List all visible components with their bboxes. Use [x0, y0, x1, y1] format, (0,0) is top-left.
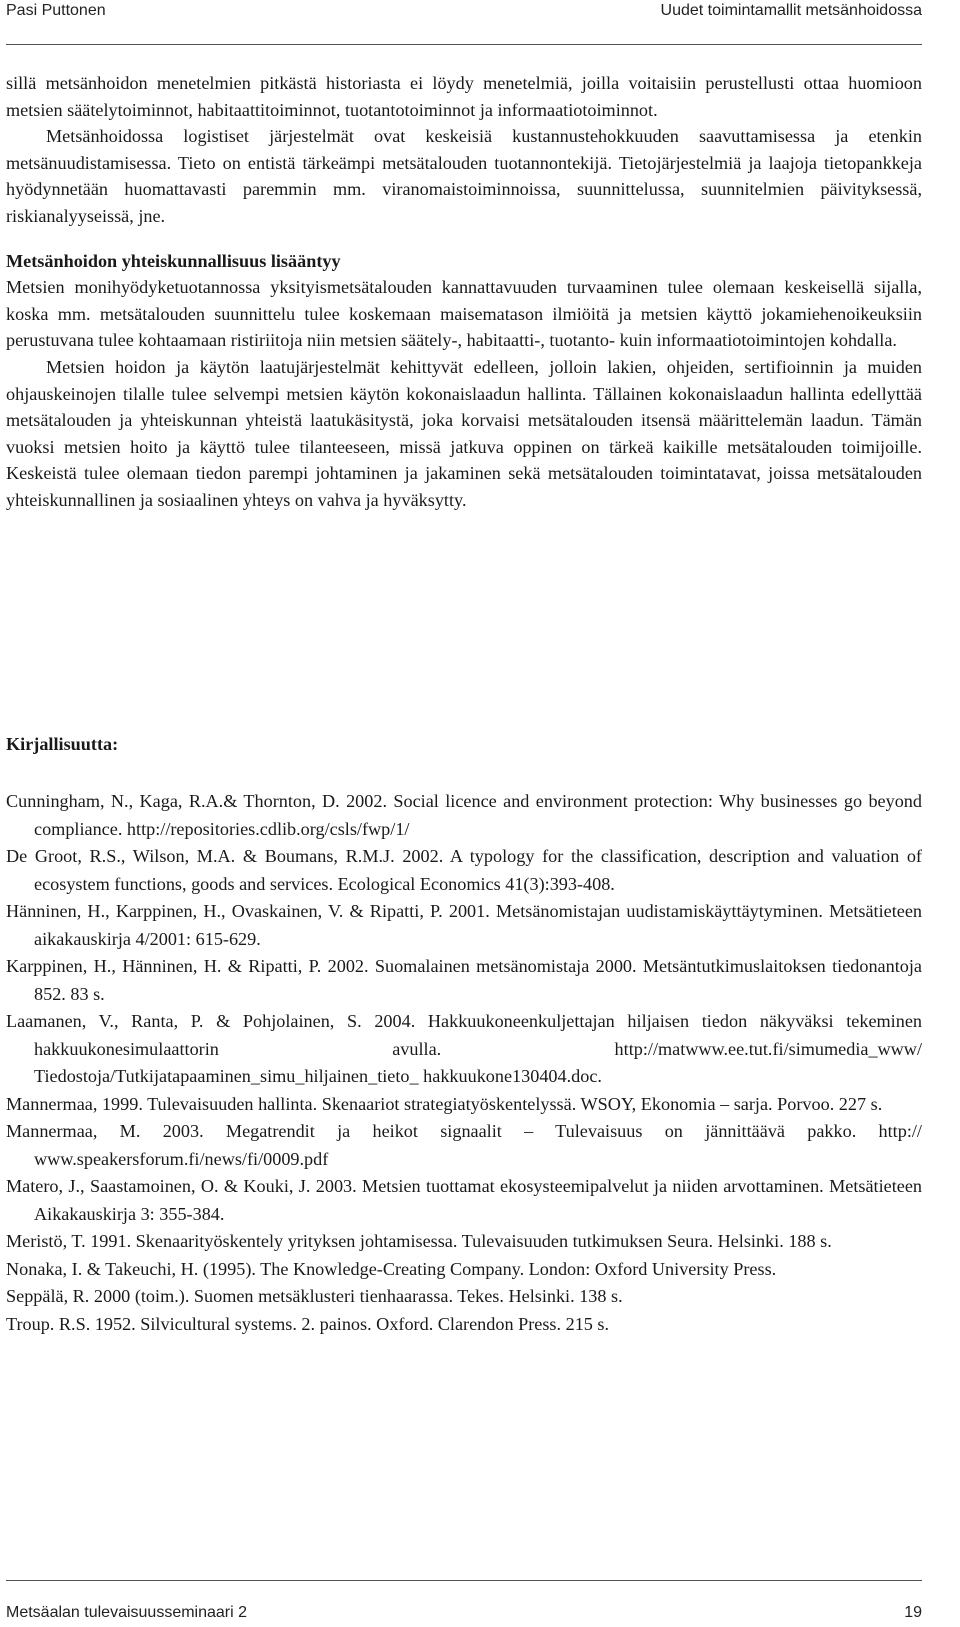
footer-title: Metsäalan tulevaisuusseminaari 2 — [6, 1604, 248, 1621]
references-list — [6, 788, 922, 1338]
section-heading: Metsänhoidon yhteiskunnallisuus lisääntyy — [6, 250, 341, 271]
reference-item: Hänninen, H., Karppinen, H., Ovaskainen, V. & Ripatti, P. 2001. Metsänomistajan uudistamiskäyttäytyminen. Metsätieteen aikakauskirja 4/2001: 615-629. — [6, 901, 922, 949]
reference-item: Mannermaa, 1999. Tulevaisuuden hallinta. Skenaariot strategiatyöskentelyssä. WSOY, Ekonomia – sarja. Porvoo. 227 s. — [6, 1093, 883, 1114]
reference-item: Seppälä, R. 2000 (toim.). Suomen metsäklusteri tienhaarassa. Tekes. Helsinki. 138 s. — [6, 1286, 623, 1306]
page-header — [6, 0, 922, 30]
header-rule — [6, 44, 922, 45]
reference-item: Troup. R.S. 1952. Silvicultural systems. 2. painos. Oxford. Clarendon Press. 215 s. — [6, 1313, 610, 1334]
intro-paragraph-2: Metsänhoidossa logistiset järjestelmät ovat keskeisiä kustannustehokkuuden saavuttamisessa ja etenkin metsänuudistamisessa. Tieto on entistä tärkeämpi metsätalouden tuotannontekijä. Tietojärjestelmiä ja laajoja tietopankkeja hyödynnetään huomattavasti paremmin mm. viranomaistoiminnoissa, suunnittelussa, suunnitelmien päivityksessä, riskianalyyseissä, jne. — [6, 126, 922, 226]
intro-paragraph-1: sillä metsänhoidon menetelmien pitkästä historiasta ei löydy menetelmiä, joilla voitaisiin perustellusti ottaa huomioon metsien säätelytoiminnot, habitaattitoiminnot, tuotantotoiminnot ja informaatiotoiminnot. — [6, 73, 922, 120]
reference-item: Meristö, T. 1991. Skenaarityöskentely yrityksen johtamisessa. Tulevaisuuden tutkimuksen Seura. Helsinki. 188 s. — [6, 1231, 832, 1251]
header-author: Pasi Puttonen — [6, 2, 106, 19]
reference-item: Mannermaa, M. 2003. Megatrendit ja heikot signaalit – Tulevaisuus on jännittäävä pakko. http:// www.speakersforum.fi/news/fi/0009.pdf — [6, 1121, 922, 1169]
reference-item: De Groot, R.S., Wilson, M.A. & Boumans, R.M.J. 2002. A typology for the classification, description and valuation of ecosystem functions, goods and services. Ecological Economics 41(3):393-408. — [6, 846, 922, 894]
section-paragraph-2: Metsien hoidon ja käytön laatujärjestelmät kehittyvät edelleen, jolloin lakien, ohjeiden, sertifioinnin ja muiden ohjauskeinojen tilalle tulee selvempi metsien käytön kokonaislaadun hallinta. Tällainen kokonaislaadun hallinta edellyttää metsätalouden ja yhteiskunnan yhteistä laatukäsitystä, joka korvaisi metsätalouden itsensä määrittelemän laadun. Tämän vuoksi metsien hoito ja käyttö tulee tilanteeseen, missä jatkuva oppinen on tärkeä kaikille metsätalouden toimijoille. Keskeistä tulee olemaan tiedon parempi johtaminen ja jakaminen sekä metsätalouden toimintatavat, joissa metsätalouden yhteiskunnallinen ja sosiaalinen yhteys on vahva ja hyväksytty. — [6, 356, 922, 510]
references-heading: Kirjallisuutta: — [6, 734, 119, 754]
reference-item: Karppinen, H., Hänninen, H. & Ripatti, P. 2002. Suomalainen metsänomistaja 2000. Metsäntutkimuslaitoksen tiedonantoja 852. 83 s. — [6, 956, 922, 1004]
header-title: Uudet toimintamallit metsänhoidossa — [660, 2, 922, 19]
reference-item: Cunningham, N., Kaga, R.A.& Thornton, D. 2002. Social licence and environment protection: Why businesses go beyond compliance. http://repositories.cdlib.org/csls/fwp/1/ — [6, 791, 922, 839]
page-footer — [6, 1580, 922, 1620]
page-number: 19 — [904, 1604, 922, 1621]
reference-item: Nonaka, I. & Takeuchi, H. (1995). The Knowledge-Creating Company. London: Oxford University Press. — [6, 1258, 777, 1279]
main-content — [6, 70, 922, 514]
footer-rule — [6, 1580, 922, 1581]
reference-item: Laamanen, V., Ranta, P. & Pohjolainen, S. 2004. Hakkuukoneenkuljettajan hiljaisen tiedon näkyväksi tekeminen hakkuukonesimulaattorin avulla. http://matwww.ee.tut.fi/simumedia_www/ Tiedostoja/Tutkijatapaaminen_simu_hiljainen_tieto_ hakkuukone130404.doc. — [6, 1011, 922, 1086]
section-paragraph-1: Metsien monihyödyketuotannossa yksityismetsätalouden kannattavuuden turvaaminen tulee olemaan keskeisellä sijalla, koska mm. metsätalouden suunnittelu tulee koskemaan maisematason ilmiöitä ja metsien käyttö jokamiehenoikeuksiin perustuvana tulee kohtaamaan ristiriitoja niin metsien säätely-, habitaatti-, tuotanto- kuin informaatiotoimintojen kohdalla. — [6, 277, 922, 351]
reference-item: Matero, J., Saastamoinen, O. & Kouki, J. 2003. Metsien tuottamat ekosysteemipalvelut ja niiden arvottaminen. Metsätieteen Aikakauskirja 3: 355-384. — [6, 1176, 922, 1224]
